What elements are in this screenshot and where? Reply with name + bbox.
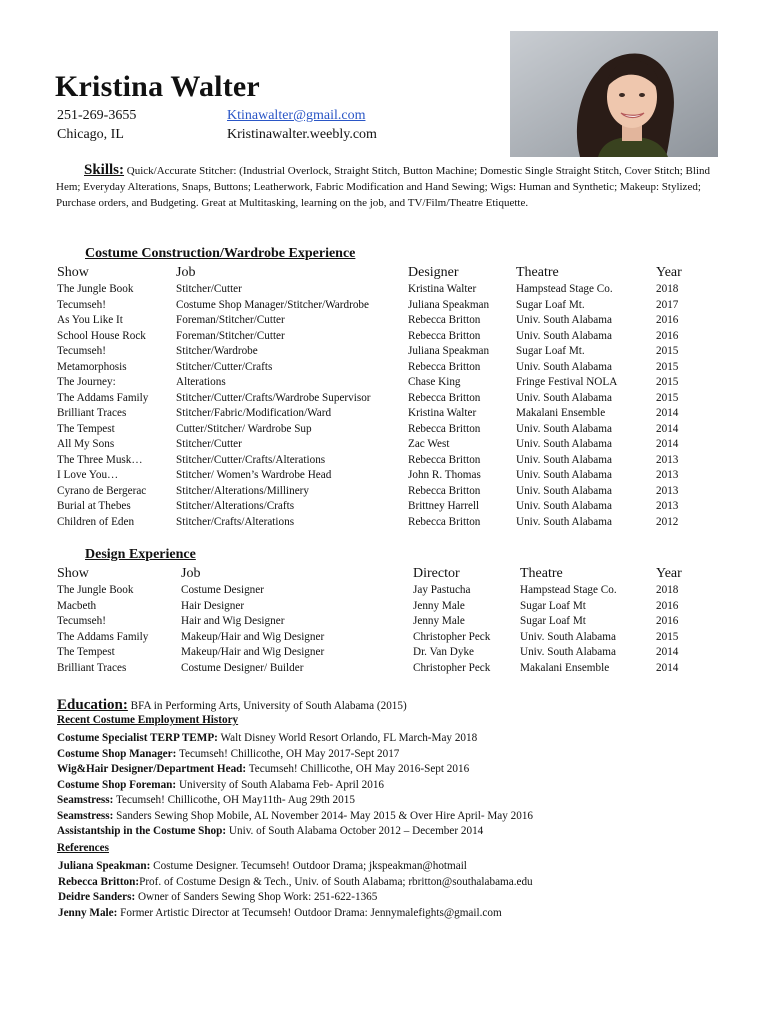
col-header-show: Show xyxy=(57,566,89,581)
cell-show: The Jungle Book xyxy=(57,283,134,295)
reference-name: Rebecca Britton: xyxy=(58,875,140,888)
reference-name: Deidre Sanders: xyxy=(58,891,136,903)
skills-label: Skills: xyxy=(84,162,125,178)
employment-role: Seamstress: xyxy=(57,794,114,806)
employment-role: Costume Specialist TERP TEMP: xyxy=(57,732,218,744)
cell-year: 2014 xyxy=(656,438,679,450)
cell-job: Costume Shop Manager/Stitcher/Wardrobe xyxy=(176,298,369,311)
cell-job: Hair and Wig Designer xyxy=(181,615,285,627)
cell-job: Hair Designer xyxy=(181,599,245,612)
cell-show: Brilliant Traces xyxy=(57,407,127,419)
cell-theatre: Sugar Loaf Mt xyxy=(520,615,586,627)
cell-theatre: Univ. South Alabama xyxy=(516,360,612,373)
cell-theatre: Univ. South Alabama xyxy=(516,515,612,528)
cell-theatre: Sugar Loaf Mt. xyxy=(516,298,585,311)
cell-job: Stitcher/Crafts/Alterations xyxy=(176,515,295,528)
candidate-name: Kristina Walter xyxy=(55,70,260,103)
cell-job: Makeup/Hair and Wig Designer xyxy=(181,630,325,643)
phone-number: 251-269-3655 xyxy=(57,108,137,123)
cell-show: As You Like It xyxy=(57,314,123,326)
employment-item xyxy=(57,810,533,822)
cell-year: 2012 xyxy=(656,515,679,528)
cell-person: Dr. Van Dyke xyxy=(413,646,475,658)
construction-heading: Costume Construction/Wardrobe Experience xyxy=(85,246,356,261)
cell-person: Rebecca Britton xyxy=(408,515,481,528)
cell-person: Chase King xyxy=(408,376,461,388)
cell-show: The Three Musk… xyxy=(57,453,143,466)
cell-job: Stitcher/Cutter xyxy=(176,438,242,450)
cell-theatre: Univ. South Alabama xyxy=(516,500,612,512)
cell-job: Stitcher/Cutter/Crafts/Wardrobe Supervisor xyxy=(176,391,371,404)
cell-year: 2015 xyxy=(656,376,679,388)
cell-theatre: Sugar Loaf Mt. xyxy=(516,345,585,357)
cell-person: Jay Pastucha xyxy=(413,584,471,596)
cell-year: 2013 xyxy=(656,500,679,512)
cell-show: Tecumseh! xyxy=(57,615,106,627)
cell-job: Foreman/Stitcher/Cutter xyxy=(176,314,285,326)
cell-theatre: Univ. South Alabama xyxy=(516,469,612,481)
cell-person: Jenny Male xyxy=(413,599,465,612)
cell-year: 2015 xyxy=(656,345,679,357)
cell-job: Stitcher/Cutter/Crafts xyxy=(176,360,273,373)
cell-year: 2014 xyxy=(656,407,679,419)
cell-theatre: Makalani Ensemble xyxy=(516,407,606,419)
cell-show: The Jungle Book xyxy=(57,584,134,596)
skills-section xyxy=(56,162,726,211)
cell-job: Stitcher/ Women’s Wardrobe Head xyxy=(176,469,332,481)
cell-person: Rebecca Britton xyxy=(408,484,481,497)
cell-year: 2013 xyxy=(656,453,679,466)
cell-show: Macbeth xyxy=(57,599,97,612)
cell-show: All My Sons xyxy=(57,438,115,450)
cell-theatre: Sugar Loaf Mt xyxy=(520,599,586,612)
cell-job: Stitcher/Cutter/Crafts/Alterations xyxy=(176,453,326,466)
education-label: Education: xyxy=(57,697,128,713)
employment-heading: Recent Costume Employment History xyxy=(57,714,239,726)
employment-role: Assistantship in the Costume Shop: xyxy=(57,825,227,837)
cell-job: Makeup/Hair and Wig Designer xyxy=(181,646,325,658)
col-header-job: Job xyxy=(181,566,201,581)
cell-year: 2015 xyxy=(656,360,679,373)
col-header-job: Job xyxy=(176,265,196,280)
cell-job: Stitcher/Alterations/Millinery xyxy=(176,484,309,497)
cell-year: 2016 xyxy=(656,329,679,342)
cell-person: Juliana Speakman xyxy=(408,345,490,357)
cell-person: Christopher Peck xyxy=(413,630,491,643)
col-header-year: Year xyxy=(656,265,682,280)
cell-show: Tecumseh! xyxy=(57,345,106,357)
headshot-photo xyxy=(510,31,718,157)
reference-item xyxy=(58,891,377,903)
employment-detail: Walt Disney World Resort Orlando, FL March-May 2018 xyxy=(217,732,478,744)
cell-person: Kristina Walter xyxy=(408,407,477,419)
reference-detail: Prof. of Costume Design & Tech., Univ. of South Alabama; rbritton@southalabama.edu xyxy=(139,875,533,888)
skills-text: Quick/Accurate Stitcher: (Industrial Overlock, Straight Stitch, Button Machine; Domestic Single Straight Stitch, Cover Stitch; Blind Hem; Everyday Alterations, Snaps, Buttons; Leatherwork, Fabric Modification and Hand Sewing; Wigs: Human and Synthetic; Makeup: Stylized; Purchase orders, and Budgeting. Great at Multitasking, learning on the job, and TV/Film/Theatre Etiquette. xyxy=(56,165,710,209)
employment-detail: Sanders Sewing Shop Mobile, AL November 2014- May 2015 & Over Hire April- May 2016 xyxy=(113,809,534,822)
reference-detail: Former Artistic Director at Tecumseh! Outdoor Drama: Jennymalefights@gmail.com xyxy=(117,906,502,919)
location: Chicago, IL xyxy=(57,127,124,142)
employment-detail: University of South Alabama Feb- April 2016 xyxy=(176,778,385,791)
cell-theatre: Fringe Festival NOLA xyxy=(516,376,618,388)
cell-show: Brilliant Traces xyxy=(57,661,127,674)
cell-year: 2013 xyxy=(656,484,679,497)
employment-detail: Tecumseh! Chillicothe, OH May11th- Aug 29th 2015 xyxy=(113,794,355,806)
cell-show: The Tempest xyxy=(57,646,115,658)
cell-show: Cyrano de Bergerac xyxy=(57,484,147,497)
reference-item xyxy=(58,907,502,919)
cell-theatre: Univ. South Alabama xyxy=(516,314,612,326)
cell-person: Christopher Peck xyxy=(413,661,491,674)
cell-show: Children of Eden xyxy=(57,515,135,528)
employment-item xyxy=(57,748,399,760)
col-header-year: Year xyxy=(656,566,682,581)
references-heading: References xyxy=(57,842,109,854)
cell-show: School House Rock xyxy=(57,329,146,342)
cell-person: Rebecca Britton xyxy=(408,453,481,466)
cell-person: Rebecca Britton xyxy=(408,329,481,342)
cell-person: Juliana Speakman xyxy=(408,298,490,311)
cell-year: 2014 xyxy=(656,661,679,674)
cell-theatre: Hampstead Stage Co. xyxy=(520,584,617,596)
reference-detail: Costume Designer. Tecumseh! Outdoor Drama; jkspeakman@hotmail xyxy=(150,860,467,872)
reference-detail: Owner of Sanders Sewing Shop Work: 251-622-1365 xyxy=(135,891,378,903)
employment-item xyxy=(57,794,355,806)
cell-person: Jenny Male xyxy=(413,615,465,627)
cell-job: Foreman/Stitcher/Cutter xyxy=(176,329,285,342)
cell-show: The Tempest xyxy=(57,422,115,435)
cell-theatre: Univ. South Alabama xyxy=(520,646,616,658)
cell-person: Rebecca Britton xyxy=(408,391,481,404)
cell-job: Cutter/Stitcher/ Wardrobe Sup xyxy=(176,422,312,435)
cell-year: 2015 xyxy=(656,630,679,643)
cell-show: Burial at Thebes xyxy=(57,500,131,512)
cell-show: The Addams Family xyxy=(57,391,149,404)
col-header-theatre: Theatre xyxy=(520,566,563,581)
col-header-director: Director xyxy=(413,566,460,581)
employment-item xyxy=(57,763,469,775)
cell-year: 2016 xyxy=(656,599,679,612)
employment-detail: Tecumseh! Chillicothe, OH May 2016-Sept 2016 xyxy=(246,763,470,775)
employment-item xyxy=(57,732,477,744)
cell-year: 2017 xyxy=(656,298,679,311)
reference-item xyxy=(58,876,533,888)
cell-year: 2016 xyxy=(656,615,679,627)
education-text: BFA in Performing Arts, University of South Alabama (2015) xyxy=(127,700,407,712)
employment-role: Costume Shop Foreman: xyxy=(57,778,177,791)
cell-job: Alterations xyxy=(176,376,226,388)
cell-theatre: Makalani Ensemble xyxy=(520,661,610,674)
cell-person: Brittney Harrell xyxy=(408,500,480,512)
email-link[interactable]: Ktinawalter@gmail.com xyxy=(227,108,366,123)
cell-theatre: Univ. South Alabama xyxy=(516,484,612,497)
cell-theatre: Univ. South Alabama xyxy=(516,453,612,466)
employment-role: Costume Shop Manager: xyxy=(57,747,177,760)
reference-name: Jenny Male: xyxy=(58,906,118,919)
cell-theatre: Univ. South Alabama xyxy=(520,630,616,643)
employment-detail: Tecumseh! Chillicothe, OH May 2017-Sept 2017 xyxy=(176,747,400,760)
cell-person: Rebecca Britton xyxy=(408,360,481,373)
cell-year: 2014 xyxy=(656,422,679,435)
cell-person: Zac West xyxy=(408,438,450,450)
cell-job: Stitcher/Wardrobe xyxy=(176,345,258,357)
cell-theatre: Univ. South Alabama xyxy=(516,329,612,342)
cell-job: Stitcher/Fabric/Modification/Ward xyxy=(176,407,332,419)
cell-show: The Addams Family xyxy=(57,630,149,643)
cell-show: Tecumseh! xyxy=(57,298,106,311)
cell-year: 2013 xyxy=(656,469,679,481)
cell-year: 2018 xyxy=(656,584,679,596)
reference-name: Juliana Speakman: xyxy=(58,860,151,872)
cell-job: Costume Designer xyxy=(181,584,264,596)
cell-year: 2016 xyxy=(656,314,679,326)
cell-year: 2018 xyxy=(656,283,679,295)
employment-item xyxy=(57,825,483,837)
design-heading: Design Experience xyxy=(85,547,196,562)
employment-role: Seamstress: xyxy=(57,809,114,822)
cell-person: Kristina Walter xyxy=(408,283,477,295)
cell-job: Costume Designer/ Builder xyxy=(181,661,304,674)
reference-item xyxy=(58,860,467,872)
cell-show: Metamorphosis xyxy=(57,360,127,373)
cell-job: Stitcher/Cutter xyxy=(176,283,242,295)
cell-person: Rebecca Britton xyxy=(408,422,481,435)
employment-role: Wig&Hair Designer/Department Head: xyxy=(57,763,247,775)
cell-theatre: Univ. South Alabama xyxy=(516,422,612,435)
website: Kristinawalter.weebly.com xyxy=(227,127,377,142)
col-header-theatre: Theatre xyxy=(516,265,559,280)
education-line xyxy=(57,697,407,714)
cell-person: John R. Thomas xyxy=(408,469,481,481)
employment-item xyxy=(57,779,384,791)
col-header-designer: Designer xyxy=(408,265,459,280)
cell-theatre: Univ. South Alabama xyxy=(516,391,612,404)
cell-year: 2014 xyxy=(656,646,679,658)
employment-detail: Univ. of South Alabama October 2012 – December 2014 xyxy=(226,825,484,837)
cell-show: The Journey: xyxy=(57,376,116,388)
cell-job: Stitcher/Alterations/Crafts xyxy=(176,500,295,512)
col-header-show: Show xyxy=(57,265,89,280)
cell-theatre: Hampstead Stage Co. xyxy=(516,283,613,295)
cell-person: Rebecca Britton xyxy=(408,314,481,326)
cell-year: 2015 xyxy=(656,391,679,404)
cell-theatre: Univ. South Alabama xyxy=(516,438,612,450)
cell-show: I Love You… xyxy=(57,469,119,481)
